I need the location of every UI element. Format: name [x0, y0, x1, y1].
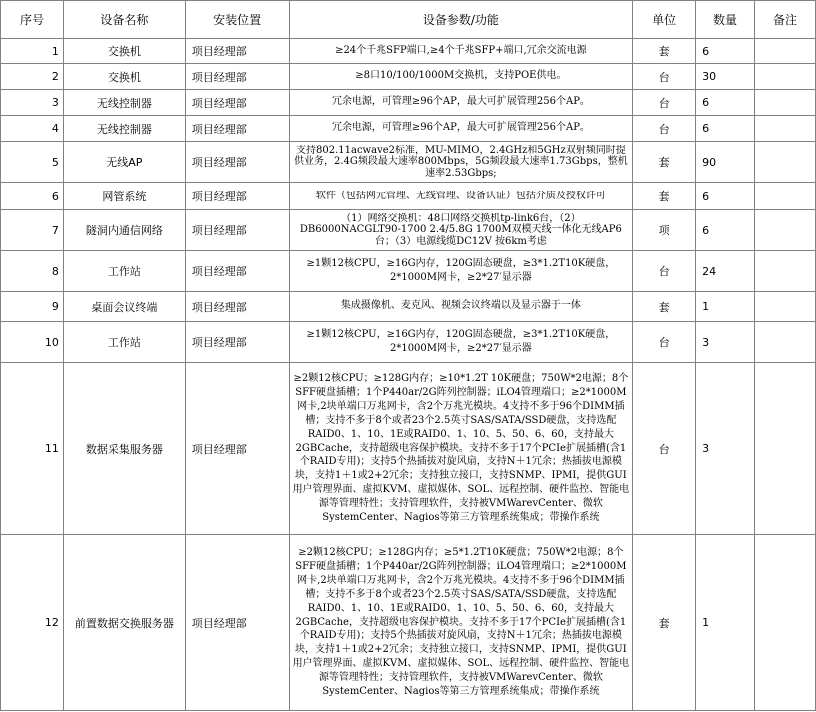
- row-location: 项目经理部: [185, 535, 289, 711]
- row-qty: 1: [696, 535, 755, 711]
- row-params: 冗余电源，可管理≥96个AP，最大可扩展管理256个AP。: [289, 116, 633, 142]
- row-params: [289, 210, 633, 251]
- row-params: [289, 363, 633, 535]
- row-location: 项目经理部: [185, 251, 289, 292]
- row-remark: [755, 210, 816, 251]
- table-row: [1, 142, 816, 183]
- row-unit: 台: [633, 90, 696, 116]
- row-unit: 套: [633, 142, 696, 183]
- row-location: 项目经理部: [185, 90, 289, 116]
- header-unit: 单位: [633, 1, 696, 39]
- row-params-text: ≥2颗12核CPU；≥128G内存；≥10*1.2T 10K硬盘；750W*2电源；8个SFF硬盘插槽；1个P440ar/2G阵列控制器；iLO4管理端口；≥2*1000M网卡,2块单端口万兆网卡，含2个万兆光模块。4支持不多于96个DIMM插槽；支持不多于8个或者23个2.5英寸SAS/SATA/SSD硬盘，支持选配RAID0、1、10、1E或RAID0、1、10、5、50、6、60，支持最大2GBCache，支持超级电容保护模块。支持不多于17个PCIe扩展插槽(含1个RAID专用)；支持5个热插拔对旋风扇，支持N＋1冗余；热插拔电源模块，支持1＋1或2+2冗余；支持独立接口，支持SNMP、IPMI，提供GUI用户管理界面、虚拟KVM、虚拟媒体、SOL、远程控制、硬件监控、智能电源等管理特性；支持管理软件，支持被VMWarevCenter、微软SystemCenter、Nagios等第三方管理系统集成；带操作系统: [292, 373, 630, 524]
- row-name: 交换机: [63, 64, 185, 90]
- row-qty: 90: [696, 142, 755, 183]
- row-no: 9: [1, 292, 64, 322]
- row-params: [289, 183, 633, 210]
- row-qty: 30: [696, 64, 755, 90]
- row-no: 12: [1, 535, 64, 711]
- table-row: [1, 64, 816, 90]
- table-row: [1, 322, 816, 363]
- row-location: 项目经理部: [185, 322, 289, 363]
- row-name: 工作站: [63, 322, 185, 363]
- row-remark: [755, 142, 816, 183]
- row-name: 交换机: [63, 39, 185, 64]
- table-row: [1, 363, 816, 535]
- row-unit: 台: [633, 64, 696, 90]
- row-remark: [755, 183, 816, 210]
- row-params: [289, 535, 633, 711]
- row-no: 11: [1, 363, 64, 535]
- row-remark: [755, 116, 816, 142]
- header-location: 安装位置: [185, 1, 289, 39]
- row-params-text: ≥1颗12核CPU，≥16G内存，120G固态硬盘，≥3*1.2T10K硬盘，2*1000M网卡，≥2*27′显示器: [306, 257, 616, 283]
- row-remark: [755, 292, 816, 322]
- row-no: 7: [1, 210, 64, 251]
- header-no: 序号: [1, 1, 64, 39]
- row-remark: [755, 90, 816, 116]
- row-name: 无线AP: [63, 142, 185, 183]
- row-remark: [755, 39, 816, 64]
- row-remark: [755, 322, 816, 363]
- table-row: [1, 535, 816, 711]
- row-qty: 6: [696, 116, 755, 142]
- row-name: 网管系统: [63, 183, 185, 210]
- row-remark: [755, 535, 816, 711]
- row-name: 工作站: [63, 251, 185, 292]
- row-params-text: 支持802.11acwave2标准，MU-MIMO，2.4GHz和5GHz双射频同时提供业务，2.4G频段最大速率800Mbps，5G频段最大速率1.73Gbps，整机速率2.53Gbps;: [294, 144, 628, 179]
- row-qty: 6: [696, 183, 755, 210]
- row-params: ≥24个千兆SFP端口,≥4个千兆SFP+端口,冗余交流电源: [289, 39, 633, 64]
- row-unit: 套: [633, 183, 696, 210]
- row-qty: 6: [696, 39, 755, 64]
- row-location: 项目经理部: [185, 64, 289, 90]
- row-no: 2: [1, 64, 64, 90]
- table-row: [1, 116, 816, 142]
- row-location: 项目经理部: [185, 183, 289, 210]
- row-location: 项目经理部: [185, 142, 289, 183]
- row-no: 6: [1, 183, 64, 210]
- table-row: [1, 39, 816, 64]
- row-params-text: （1）网络交换机：48口网络交换机tp-link6台，（2）DB6000NACGLT90-1700 2.4/5.8G 1700M双模天线一体化无线AP6台；（3）电源线缆DC12V 按6km考虑: [299, 212, 622, 247]
- row-params: [289, 142, 633, 183]
- table-row: [1, 90, 816, 116]
- row-params: [289, 251, 633, 292]
- row-remark: [755, 64, 816, 90]
- row-no: 3: [1, 90, 64, 116]
- row-params: ≥8口10/100/1000M交换机，支持POE供电。: [289, 64, 633, 90]
- row-qty: 6: [696, 210, 755, 251]
- row-no: 4: [1, 116, 64, 142]
- row-no: 10: [1, 322, 64, 363]
- row-unit: 台: [633, 116, 696, 142]
- table-row: [1, 251, 816, 292]
- row-name: 数据采集服务器: [63, 363, 185, 535]
- row-unit: 项: [633, 210, 696, 251]
- row-name: 隧洞内通信网络: [63, 210, 185, 251]
- row-qty: 3: [696, 363, 755, 535]
- row-unit: 台: [633, 251, 696, 292]
- row-remark: [755, 251, 816, 292]
- row-qty: 24: [696, 251, 755, 292]
- row-params: [289, 322, 633, 363]
- row-location: 项目经理部: [185, 363, 289, 535]
- table-row: [1, 292, 816, 322]
- row-remark: [755, 363, 816, 535]
- header-name: 设备名称: [63, 1, 185, 39]
- header-row: [1, 1, 816, 39]
- row-name: 桌面会议终端: [63, 292, 185, 322]
- row-params: 冗余电源，可管理≥96个AP，最大可扩展管理256个AP。: [289, 90, 633, 116]
- row-location: 项目经理部: [185, 292, 289, 322]
- row-params: 集成摄像机、麦克风、视频会议终端以及显示器于一体: [289, 292, 633, 322]
- row-unit: 台: [633, 363, 696, 535]
- table-row: [1, 183, 816, 210]
- row-qty: 6: [696, 90, 755, 116]
- row-name: 无线控制器: [63, 90, 185, 116]
- row-params-text: ≥1颗12核CPU，≥16G内存，120G固态硬盘，≥3*1.2T10K硬盘，2*1000M网卡，≥2*27′显示器: [306, 328, 616, 354]
- row-unit: 套: [633, 292, 696, 322]
- row-no: 5: [1, 142, 64, 183]
- row-no: 8: [1, 251, 64, 292]
- row-name: 前置数据交换服务器: [63, 535, 185, 711]
- row-qty: 3: [696, 322, 755, 363]
- table-row: [1, 210, 816, 251]
- row-params-text: ≥2颗12核CPU；≥128G内存；≥5*1.2T10K硬盘；750W*2电源；8个SFF硬盘插槽；1个P440ar/2G阵列控制器；iLO4管理端口；≥2*1000M网卡,2块单端口万兆网卡，含2个万兆光模块。4支持不多于96个DIMM插槽；支持不多于8个或者23个2.5英寸SAS/SATA/SSD硬盘，支持选配RAID0、1、10、1E或RAID0、1、10、5、50、6、60，支持最大2GBCache，支持超级电容保护模块。支持不多于17个PCIe扩展插槽(含1个RAID专用)；支持5个热插拔对旋风扇，支持N＋1冗余；热插拔电源模块，支持1＋1或2+2冗余；支持独立接口，支持SNMP、IPMI，提供GUI用户管理界面、虚拟KVM、虚拟媒体、SOL、远程控制、硬件监控、智能电源等管理特性；支持管理软件，支持被VMWarevCenter、微软SystemCenter、Nagios等第三方管理系统集成；带操作系统: [292, 547, 630, 698]
- header-params: 设备参数/功能: [289, 1, 633, 39]
- row-unit: 台: [633, 322, 696, 363]
- row-no: 1: [1, 39, 64, 64]
- row-name: 无线控制器: [63, 116, 185, 142]
- header-remark: 备注: [755, 1, 816, 39]
- row-location: 项目经理部: [185, 210, 289, 251]
- row-params-text: 软件（包括网元管理、无线管理、设备认证）包括介质及授权许可: [315, 190, 606, 201]
- row-unit: 套: [633, 535, 696, 711]
- row-location: 项目经理部: [185, 116, 289, 142]
- row-location: 项目经理部: [185, 39, 289, 64]
- row-qty: 1: [696, 292, 755, 322]
- row-unit: 套: [633, 39, 696, 64]
- header-qty: 数量: [696, 1, 755, 39]
